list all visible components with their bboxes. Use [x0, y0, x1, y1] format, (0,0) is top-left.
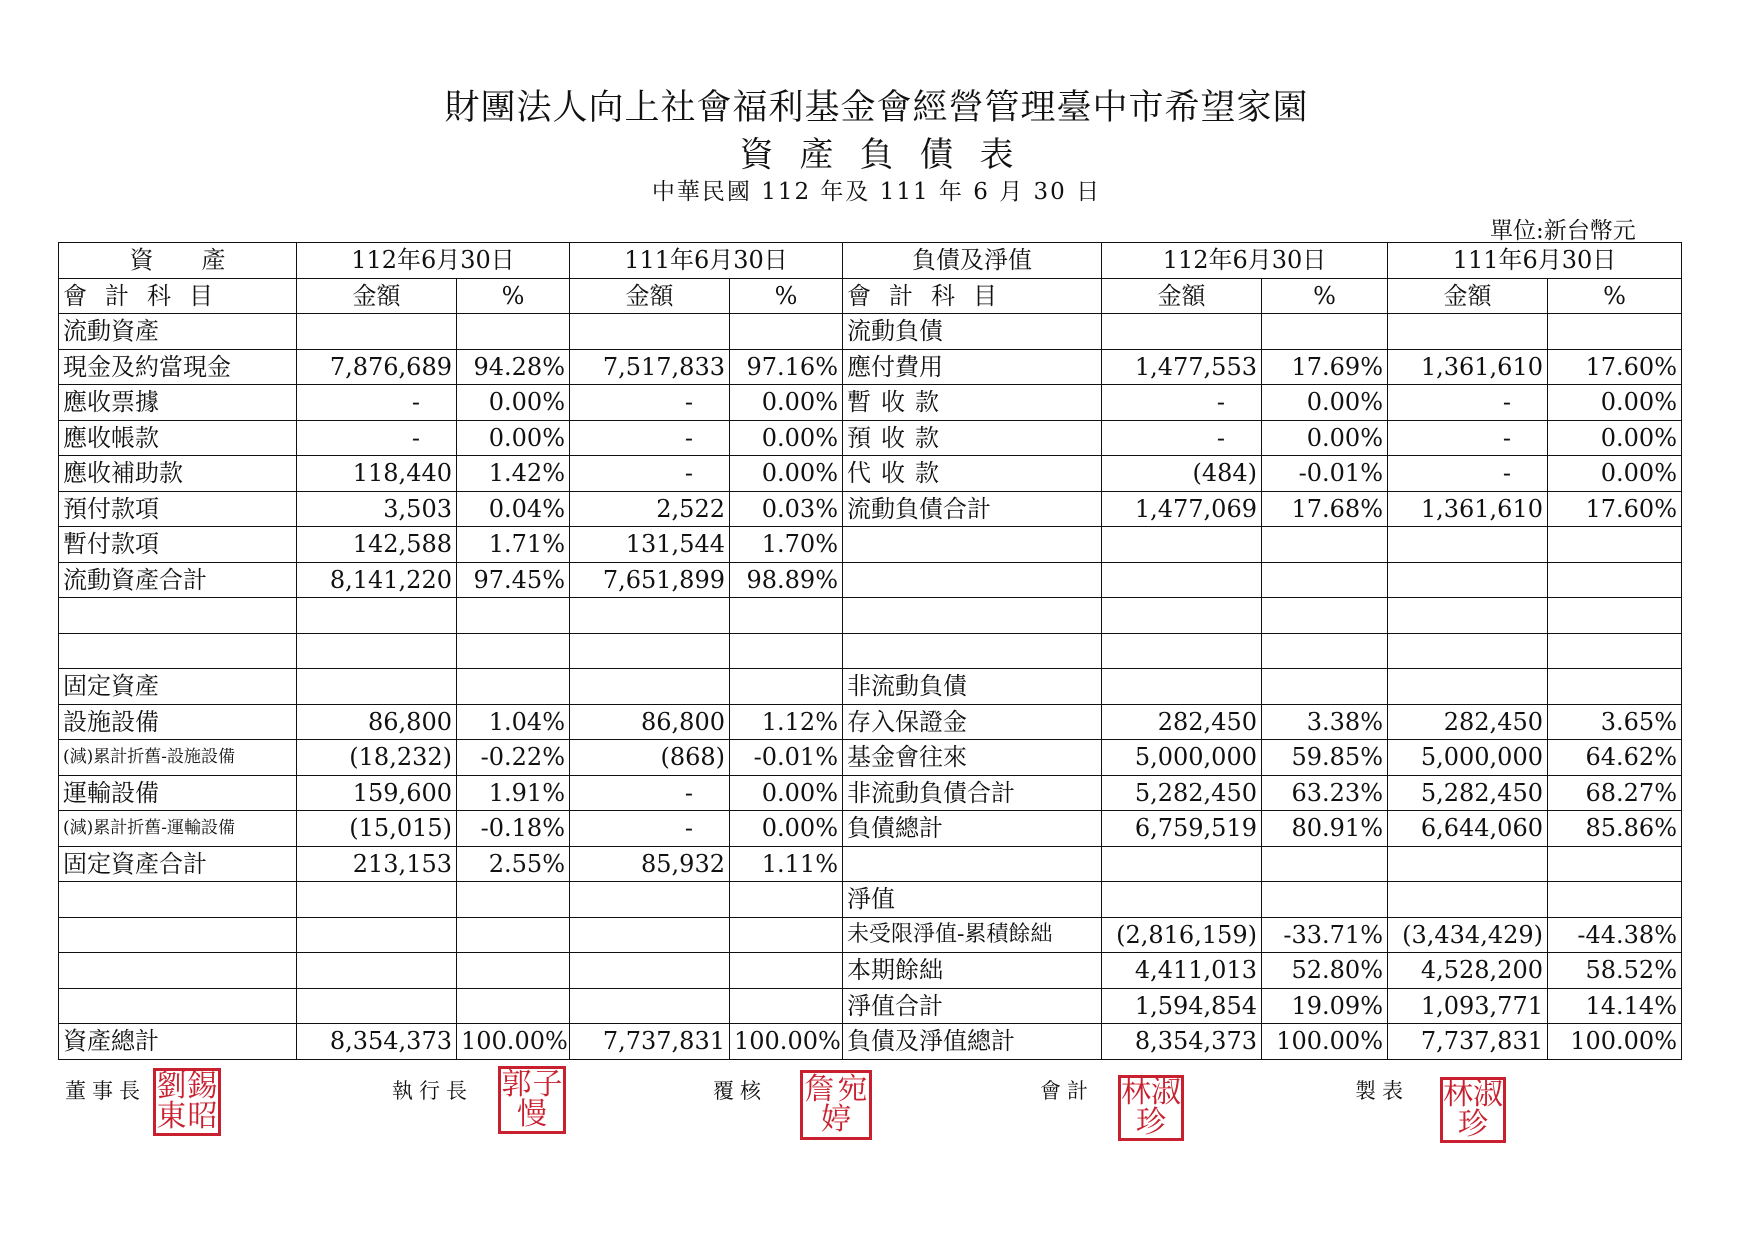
percent-cell: 17.68% — [1262, 491, 1388, 527]
account-name-cell: 存入保證金 — [843, 704, 1102, 740]
balance-sheet-table — [58, 242, 1682, 1060]
percent-cell: 1.04% — [457, 704, 570, 740]
liab-equity-header: 負債及淨值 — [843, 243, 1102, 279]
amount-cell — [1388, 882, 1548, 918]
account-name-cell: 固定資產 — [59, 669, 297, 705]
account-name-cell — [59, 953, 297, 989]
review-seal: 詹 宛 婷 — [800, 1070, 872, 1140]
account-name-cell: 預收款 — [843, 420, 1102, 456]
account-name-cell — [59, 988, 297, 1024]
amount-header: 金額 — [1102, 278, 1262, 314]
percent-cell — [457, 917, 570, 953]
percent-cell — [1548, 598, 1682, 634]
account-name-cell — [59, 633, 297, 669]
percent-cell — [457, 314, 570, 350]
account-name-cell: 淨值 — [843, 882, 1102, 918]
percent-cell — [730, 314, 843, 350]
table-row — [59, 1024, 1682, 1060]
amount-cell: - — [570, 420, 730, 456]
account-name-cell — [59, 598, 297, 634]
account-name-cell: 暫付款項 — [59, 527, 297, 563]
percent-cell: 0.00% — [1548, 385, 1682, 421]
amount-cell: 4,411,013 — [1102, 953, 1262, 989]
percent-cell — [1262, 633, 1388, 669]
percent-cell — [1548, 562, 1682, 598]
amount-cell: 5,282,450 — [1388, 775, 1548, 811]
amount-cell: 118,440 — [297, 456, 457, 492]
account-name-cell: 基金會往來 — [843, 740, 1102, 776]
amount-cell: 7,517,833 — [570, 349, 730, 385]
amount-cell: 1,477,553 — [1102, 349, 1262, 385]
amount-cell: - — [1388, 456, 1548, 492]
percent-cell — [1548, 314, 1682, 350]
percent-cell — [730, 598, 843, 634]
amount-cell — [1102, 314, 1262, 350]
assets-header: 資 產 — [59, 243, 297, 279]
percent-cell: -0.01% — [1262, 456, 1388, 492]
amount-cell: 1,594,854 — [1102, 988, 1262, 1024]
preparer-seal: 林 淑 珍 — [1440, 1077, 1506, 1143]
percent-cell: 14.14% — [1548, 988, 1682, 1024]
percent-cell: 100.00% — [1262, 1024, 1388, 1060]
percent-cell — [457, 633, 570, 669]
amount-cell: (868) — [570, 740, 730, 776]
amount-cell: - — [1102, 420, 1262, 456]
table-row — [59, 740, 1682, 776]
percent-cell: 97.16% — [730, 349, 843, 385]
amount-cell: 86,800 — [297, 704, 457, 740]
percent-cell: 0.00% — [457, 385, 570, 421]
percent-cell — [1262, 314, 1388, 350]
amount-cell: (3,434,429) — [1388, 917, 1548, 953]
amount-cell: 3,503 — [297, 491, 457, 527]
amount-cell: 1,477,069 — [1102, 491, 1262, 527]
account-name-cell — [843, 598, 1102, 634]
percent-cell: 85.86% — [1548, 811, 1682, 847]
table-row — [59, 811, 1682, 847]
amount-cell: 8,141,220 — [297, 562, 457, 598]
table-row — [59, 953, 1682, 989]
table-row — [59, 633, 1682, 669]
accounting-label: 會計 — [1040, 1079, 1094, 1103]
amount-cell — [1388, 846, 1548, 882]
account-name-cell: (減)累計折舊-運輸設備 — [59, 811, 297, 847]
table-row — [59, 988, 1682, 1024]
percent-cell — [1262, 598, 1388, 634]
percent-cell: 19.09% — [1262, 988, 1388, 1024]
amount-cell: 8,354,373 — [297, 1024, 457, 1060]
report-period: 中華民國 112 年及 111 年 6 月 30 日 — [651, 179, 1102, 205]
amount-cell — [297, 669, 457, 705]
account-name-cell: 應收票據 — [59, 385, 297, 421]
amount-cell: 85,932 — [570, 846, 730, 882]
percent-cell: 3.38% — [1262, 704, 1388, 740]
account-name-cell: 非流動負債 — [843, 669, 1102, 705]
percent-cell: -0.22% — [457, 740, 570, 776]
amount-cell: - — [1388, 385, 1548, 421]
percent-cell: 0.00% — [457, 420, 570, 456]
amount-cell — [1102, 562, 1262, 598]
amount-cell — [297, 988, 457, 1024]
table-row — [59, 917, 1682, 953]
table-row — [59, 385, 1682, 421]
amount-cell — [570, 953, 730, 989]
accounting-seal: 林 淑 珍 — [1118, 1075, 1184, 1141]
percent-cell — [457, 953, 570, 989]
amount-cell: 282,450 — [1388, 704, 1548, 740]
amount-header: 金額 — [1388, 278, 1548, 314]
account-name-cell: (減)累計折舊-設施設備 — [59, 740, 297, 776]
percent-cell: -33.71% — [1262, 917, 1388, 953]
percent-cell: -44.38% — [1548, 917, 1682, 953]
amount-cell — [297, 917, 457, 953]
amount-cell: 159,600 — [297, 775, 457, 811]
account-name-cell: 本期餘絀 — [843, 953, 1102, 989]
header-row-2 — [59, 278, 1682, 314]
table-row — [59, 669, 1682, 705]
percent-cell — [457, 882, 570, 918]
header-row-1 — [59, 243, 1682, 279]
amount-header: 金額 — [297, 278, 457, 314]
percent-cell: 94.28% — [457, 349, 570, 385]
percent-cell: 0.00% — [730, 811, 843, 847]
amount-cell: 213,153 — [297, 846, 457, 882]
percent-cell — [730, 953, 843, 989]
account-name-cell: 流動負債 — [843, 314, 1102, 350]
percent-cell: 1.12% — [730, 704, 843, 740]
amount-cell — [570, 314, 730, 350]
percent-cell: -0.18% — [457, 811, 570, 847]
account-name-cell: 運輸設備 — [59, 775, 297, 811]
pct-header: % — [1262, 278, 1388, 314]
percent-cell: 59.85% — [1262, 740, 1388, 776]
percent-cell: 1.91% — [457, 775, 570, 811]
review-label: 覆核 — [713, 1079, 767, 1103]
ceo-label: 執行長 — [392, 1079, 473, 1103]
amount-cell — [297, 633, 457, 669]
pct-header: % — [1548, 278, 1682, 314]
currency-unit: 單位:新台幣元 — [1490, 218, 1636, 244]
amount-cell: - — [297, 420, 457, 456]
percent-cell: 1.42% — [457, 456, 570, 492]
account-name-cell — [843, 562, 1102, 598]
percent-cell — [1548, 669, 1682, 705]
amount-cell: 86,800 — [570, 704, 730, 740]
account-name-cell: 資產總計 — [59, 1024, 297, 1060]
amount-cell: 7,651,899 — [570, 562, 730, 598]
amount-cell: 5,000,000 — [1102, 740, 1262, 776]
percent-cell: 0.04% — [457, 491, 570, 527]
percent-cell — [1262, 527, 1388, 563]
amount-cell: 8,354,373 — [1102, 1024, 1262, 1060]
amount-cell: 7,737,831 — [570, 1024, 730, 1060]
liab-date-111: 111年6月30日 — [1388, 243, 1682, 279]
amount-cell: - — [1102, 385, 1262, 421]
amount-cell — [1388, 598, 1548, 634]
amount-cell: 142,588 — [297, 527, 457, 563]
percent-cell: 100.00% — [1548, 1024, 1682, 1060]
percent-cell: 0.00% — [730, 420, 843, 456]
percent-cell: 63.23% — [1262, 775, 1388, 811]
percent-cell: 2.55% — [457, 846, 570, 882]
percent-cell: 0.00% — [1262, 420, 1388, 456]
percent-cell — [1262, 846, 1388, 882]
amount-cell — [1102, 527, 1262, 563]
amount-cell — [1388, 633, 1548, 669]
amount-cell: (15,015) — [297, 811, 457, 847]
organization-name: 財團法人向上社會福利基金會經營管理臺中市希望家園 — [444, 88, 1309, 128]
account-name-cell: 流動資產 — [59, 314, 297, 350]
account-name-cell: 現金及約當現金 — [59, 349, 297, 385]
account-name-cell: 非流動負債合計 — [843, 775, 1102, 811]
amount-cell: (2,816,159) — [1102, 917, 1262, 953]
account-name-cell: 應付費用 — [843, 349, 1102, 385]
account-name-cell — [59, 882, 297, 918]
amount-cell: 131,544 — [570, 527, 730, 563]
amount-cell: - — [570, 385, 730, 421]
percent-cell: 1.70% — [730, 527, 843, 563]
account-header: 會計科目 — [59, 278, 297, 314]
account-name-cell: 設施設備 — [59, 704, 297, 740]
pct-header: % — [457, 278, 570, 314]
amount-cell — [297, 953, 457, 989]
percent-cell — [457, 669, 570, 705]
percent-cell: 17.60% — [1548, 349, 1682, 385]
amount-cell — [570, 917, 730, 953]
percent-cell: 0.03% — [730, 491, 843, 527]
percent-cell: 17.60% — [1548, 491, 1682, 527]
percent-cell: 98.89% — [730, 562, 843, 598]
percent-cell: 0.00% — [730, 456, 843, 492]
percent-cell — [1548, 527, 1682, 563]
account-name-cell — [843, 633, 1102, 669]
amount-cell — [1102, 598, 1262, 634]
percent-cell — [1548, 633, 1682, 669]
amount-cell — [570, 669, 730, 705]
amount-cell: - — [570, 811, 730, 847]
amount-cell — [1388, 314, 1548, 350]
ceo-seal: 郭 子 慢 — [498, 1066, 566, 1134]
amount-cell — [570, 598, 730, 634]
percent-cell — [1262, 669, 1388, 705]
percent-cell: 68.27% — [1548, 775, 1682, 811]
percent-cell — [1548, 846, 1682, 882]
percent-cell — [457, 988, 570, 1024]
account-name-cell: 負債及淨值總計 — [843, 1024, 1102, 1060]
percent-cell — [1262, 562, 1388, 598]
amount-cell — [297, 598, 457, 634]
table-row — [59, 314, 1682, 350]
amount-cell — [1388, 527, 1548, 563]
report-title: 資產負債表 — [739, 135, 1040, 175]
table-row — [59, 420, 1682, 456]
account-name-cell: 應收帳款 — [59, 420, 297, 456]
amount-cell — [1388, 669, 1548, 705]
percent-cell: 0.00% — [1548, 420, 1682, 456]
amount-cell — [1102, 633, 1262, 669]
amount-cell: (484) — [1102, 456, 1262, 492]
percent-cell: 0.00% — [1548, 456, 1682, 492]
account-name-cell — [843, 846, 1102, 882]
percent-cell — [730, 669, 843, 705]
table-row — [59, 491, 1682, 527]
percent-cell: 1.71% — [457, 527, 570, 563]
account-name-cell: 應收補助款 — [59, 456, 297, 492]
percent-cell: 0.00% — [1262, 385, 1388, 421]
amount-cell: (18,232) — [297, 740, 457, 776]
table-row — [59, 775, 1682, 811]
liab-date-112: 112年6月30日 — [1102, 243, 1388, 279]
amount-cell — [1102, 669, 1262, 705]
percent-cell: 64.62% — [1548, 740, 1682, 776]
amount-cell: 6,644,060 — [1388, 811, 1548, 847]
table-row — [59, 349, 1682, 385]
account-name-cell: 未受限淨值-累積餘絀 — [843, 917, 1102, 953]
amount-cell: 5,282,450 — [1102, 775, 1262, 811]
table-row — [59, 846, 1682, 882]
amount-header: 金額 — [570, 278, 730, 314]
account-name-cell: 代收款 — [843, 456, 1102, 492]
table-row — [59, 527, 1682, 563]
percent-cell: 1.11% — [730, 846, 843, 882]
account-name-cell: 負債總計 — [843, 811, 1102, 847]
percent-cell — [730, 988, 843, 1024]
amount-cell: - — [1388, 420, 1548, 456]
amount-cell — [570, 988, 730, 1024]
table-row — [59, 456, 1682, 492]
account-name-cell: 淨值合計 — [843, 988, 1102, 1024]
amount-cell: 4,528,200 — [1388, 953, 1548, 989]
chairman-label: 董事長 — [65, 1079, 146, 1103]
table-row — [59, 562, 1682, 598]
percent-cell: 100.00% — [457, 1024, 570, 1060]
preparer-label: 製表 — [1355, 1079, 1409, 1103]
percent-cell: 97.45% — [457, 562, 570, 598]
percent-cell — [730, 917, 843, 953]
percent-cell: 17.69% — [1262, 349, 1388, 385]
pct-header: % — [730, 278, 843, 314]
table-row — [59, 882, 1682, 918]
amount-cell: - — [570, 456, 730, 492]
amount-cell: 7,737,831 — [1388, 1024, 1548, 1060]
chairman-seal: 劉 錫 東 昭 — [153, 1068, 221, 1136]
amount-cell — [1388, 562, 1548, 598]
amount-cell — [297, 314, 457, 350]
account-name-cell — [843, 527, 1102, 563]
amount-cell: - — [570, 775, 730, 811]
amount-cell: 282,450 — [1102, 704, 1262, 740]
percent-cell — [1548, 882, 1682, 918]
percent-cell: 0.00% — [730, 385, 843, 421]
amount-cell — [297, 882, 457, 918]
account-name-cell: 流動資產合計 — [59, 562, 297, 598]
account-name-cell: 流動負債合計 — [843, 491, 1102, 527]
account-name-cell — [59, 917, 297, 953]
percent-cell: 0.00% — [730, 775, 843, 811]
account-header: 會計科目 — [843, 278, 1102, 314]
percent-cell: 100.00% — [730, 1024, 843, 1060]
amount-cell: 2,522 — [570, 491, 730, 527]
amount-cell — [1102, 846, 1262, 882]
amount-cell: 1,361,610 — [1388, 491, 1548, 527]
assets-date-112: 112年6月30日 — [297, 243, 570, 279]
percent-cell — [1262, 882, 1388, 918]
percent-cell: 80.91% — [1262, 811, 1388, 847]
percent-cell — [730, 633, 843, 669]
account-name-cell: 暫收款 — [843, 385, 1102, 421]
percent-cell — [457, 598, 570, 634]
amount-cell — [1102, 882, 1262, 918]
percent-cell: -0.01% — [730, 740, 843, 776]
percent-cell: 58.52% — [1548, 953, 1682, 989]
percent-cell: 3.65% — [1548, 704, 1682, 740]
amount-cell: 6,759,519 — [1102, 811, 1262, 847]
amount-cell: 1,093,771 — [1388, 988, 1548, 1024]
amount-cell: 7,876,689 — [297, 349, 457, 385]
amount-cell — [570, 882, 730, 918]
amount-cell: 1,361,610 — [1388, 349, 1548, 385]
amount-cell: - — [297, 385, 457, 421]
percent-cell — [730, 882, 843, 918]
account-name-cell: 固定資產合計 — [59, 846, 297, 882]
amount-cell — [570, 633, 730, 669]
assets-date-111: 111年6月30日 — [570, 243, 843, 279]
table-row — [59, 704, 1682, 740]
table-row — [59, 598, 1682, 634]
percent-cell: 52.80% — [1262, 953, 1388, 989]
account-name-cell: 預付款項 — [59, 491, 297, 527]
amount-cell: 5,000,000 — [1388, 740, 1548, 776]
